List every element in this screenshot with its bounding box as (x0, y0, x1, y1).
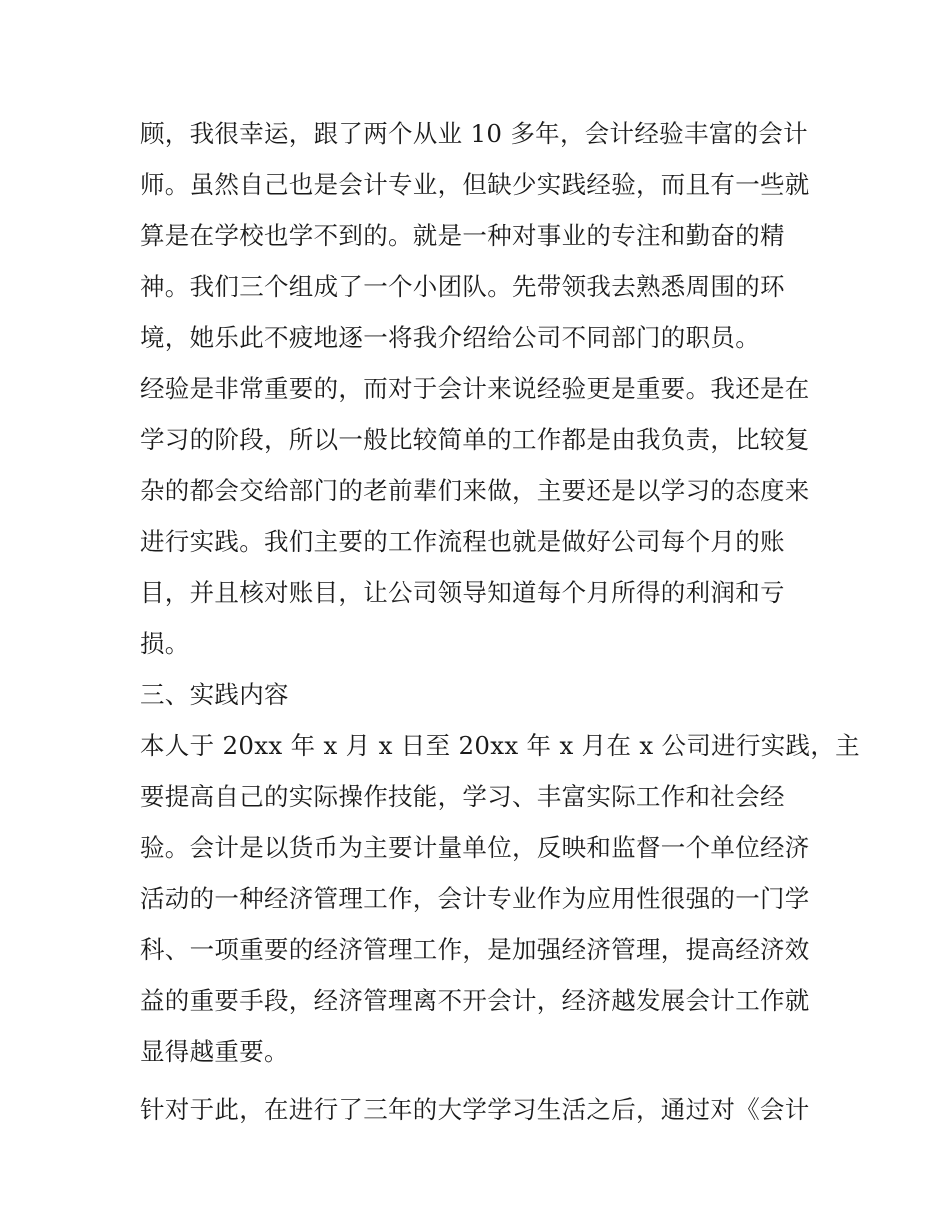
text-line-17: 科、一项重要的经济管理工作，是加强经济管理，提高经济效 (140, 935, 810, 964)
text-line-18: 益的重要手段，经济管理离不开会计，经济越发展会计工作就 (140, 986, 810, 1015)
text-line-20: 针对于此，在进行了三年的大学学习生活之后，通过对《会计 (140, 1095, 810, 1124)
document-body (140, 108, 860, 1135)
text-line-5: 境，她乐此不疲地逐一将我介绍给公司不同部门的职员。 (140, 323, 760, 352)
text-line-4: 神。我们三个组成了一个小团队。先带领我去熟悉周围的环 (140, 272, 785, 301)
text-line-10: 目，并且核对账目，让公司领导知道每个月所得的利润和亏 (140, 578, 785, 607)
text-line-7: 学习的阶段，所以一般比较简单的工作都是由我负责，比较复 (140, 425, 810, 454)
text-line-16: 活动的一种经济管理工作，会计专业作为应用性很强的一门学 (140, 884, 810, 913)
text-line-1: 顾，我很幸运，跟了两个从业 10 多年，会计经验丰富的会计 (140, 119, 808, 148)
text-line-11: 损。 (140, 629, 190, 658)
text-line-6: 经验是非常重要的，而对于会计来说经验更是重要。我还是在 (140, 374, 810, 403)
section-heading: 三、实践内容 (140, 680, 289, 709)
text-line-8: 杂的都会交给部门的老前辈们来做，主要还是以学习的态度来 (140, 476, 810, 505)
text-line-3: 算是在学校也学不到的。就是一种对事业的专注和勤奋的精 (140, 221, 785, 250)
text-line-19: 显得越重要。 (140, 1037, 289, 1066)
text-line-9: 进行实践。我们主要的工作流程也就是做好公司每个月的账 (140, 527, 785, 556)
text-line-14: 要提高自己的实际操作技能，学习、丰富实际工作和社会经 (140, 782, 785, 811)
text-line-15: 验。会计是以货币为主要计量单位，反映和监督一个单位经济 (140, 833, 810, 862)
text-line-2: 师。虽然自己也是会计专业，但缺少实践经验，而且有一些就 (140, 170, 810, 199)
text-line-13: 本人于 20xx 年 x 月 x 日至 20xx 年 x 月在 x 公司进行实践，主 (140, 731, 860, 760)
